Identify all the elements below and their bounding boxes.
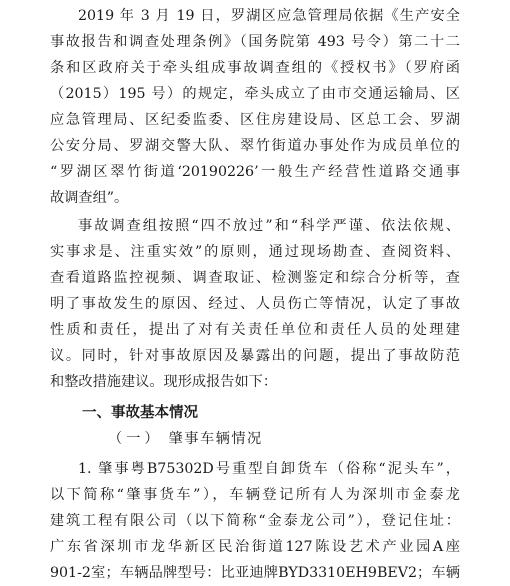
subsection-number: （一） bbox=[108, 431, 163, 447]
section-heading: 一、事故基本情况 bbox=[82, 405, 198, 421]
paragraph-1-line-7: “罗湖区翠竹街道‘20190226’一般生产经营性道路交通事 bbox=[50, 164, 460, 180]
paragraph-2-line-7: 和整改措施建议。现形成报告如下： bbox=[50, 374, 278, 390]
paragraph-2-line-4: 明了事故发生的原因、经过、人员伤亡等情况，认定了事故 bbox=[50, 296, 460, 312]
item-1-line-4: 广东省深圳市龙华新区民治街道127陈设艺术产业园A座 bbox=[50, 539, 460, 555]
subsection-title: 肇事车辆情况 bbox=[168, 431, 263, 447]
paragraph-1-line-5: 应急管理局、区纪委监委、区住房建设局、区总工会、罗湖 bbox=[50, 112, 460, 128]
paragraph-2-line-6: 议。同时，针对事故原因及暴露出的问题，提出了事故防范 bbox=[50, 348, 460, 364]
paragraph-2-line-2: 实事求是、注重实效”的原则，通过现场勘查、查阅资料、 bbox=[50, 244, 460, 260]
paragraph-2-line-3: 查看道路监控视频、调查取证、检测鉴定和综合分析等，查 bbox=[50, 270, 460, 286]
paragraph-2-line-1: 事故调查组按照“四不放过”和“科学严谨、依法依规、 bbox=[78, 218, 460, 234]
subsection-heading bbox=[108, 426, 263, 452]
item-1-line-5: 901-2室；车辆品牌型号：比亚迪牌BYD3310EH9BEV2；车辆 bbox=[50, 565, 460, 581]
paragraph-1-line-1: 2019 年 3 月 19 日，罗湖区应急管理局依据《生产安全 bbox=[78, 8, 460, 24]
item-1-line-3: 建筑工程有限公司（以下简称“金泰龙公司”），登记住址： bbox=[50, 513, 460, 529]
paragraph-2-line-5: 性质和责任，提出了对有关责任单位和责任人员的处理建 bbox=[50, 322, 460, 338]
paragraph-1-line-2: 事故报告和调查处理条例》（国务院第 493 号令）第二十二 bbox=[50, 34, 460, 50]
item-1-line-2: 以下简称“肇事货车”），车辆登记所有人为深圳市金泰龙 bbox=[50, 487, 460, 503]
paragraph-1-line-8: 故调查组”。 bbox=[50, 190, 129, 206]
paragraph-1-line-4: （2015）195 号）的规定，牵头成立了由市交通运输局、区 bbox=[50, 86, 460, 102]
paragraph-1-line-3: 条和区政府关于牵头组成事故调查组的《授权书》（罗府函 bbox=[50, 60, 460, 76]
item-1-line-1: 1. 肇事粤B75302D号重型自卸货车（俗称“泥头车”， bbox=[78, 461, 460, 477]
paragraph-1-line-6: 公安分局、罗湖交警大队、翠竹街道办事处作为成员单位的 bbox=[50, 138, 460, 154]
